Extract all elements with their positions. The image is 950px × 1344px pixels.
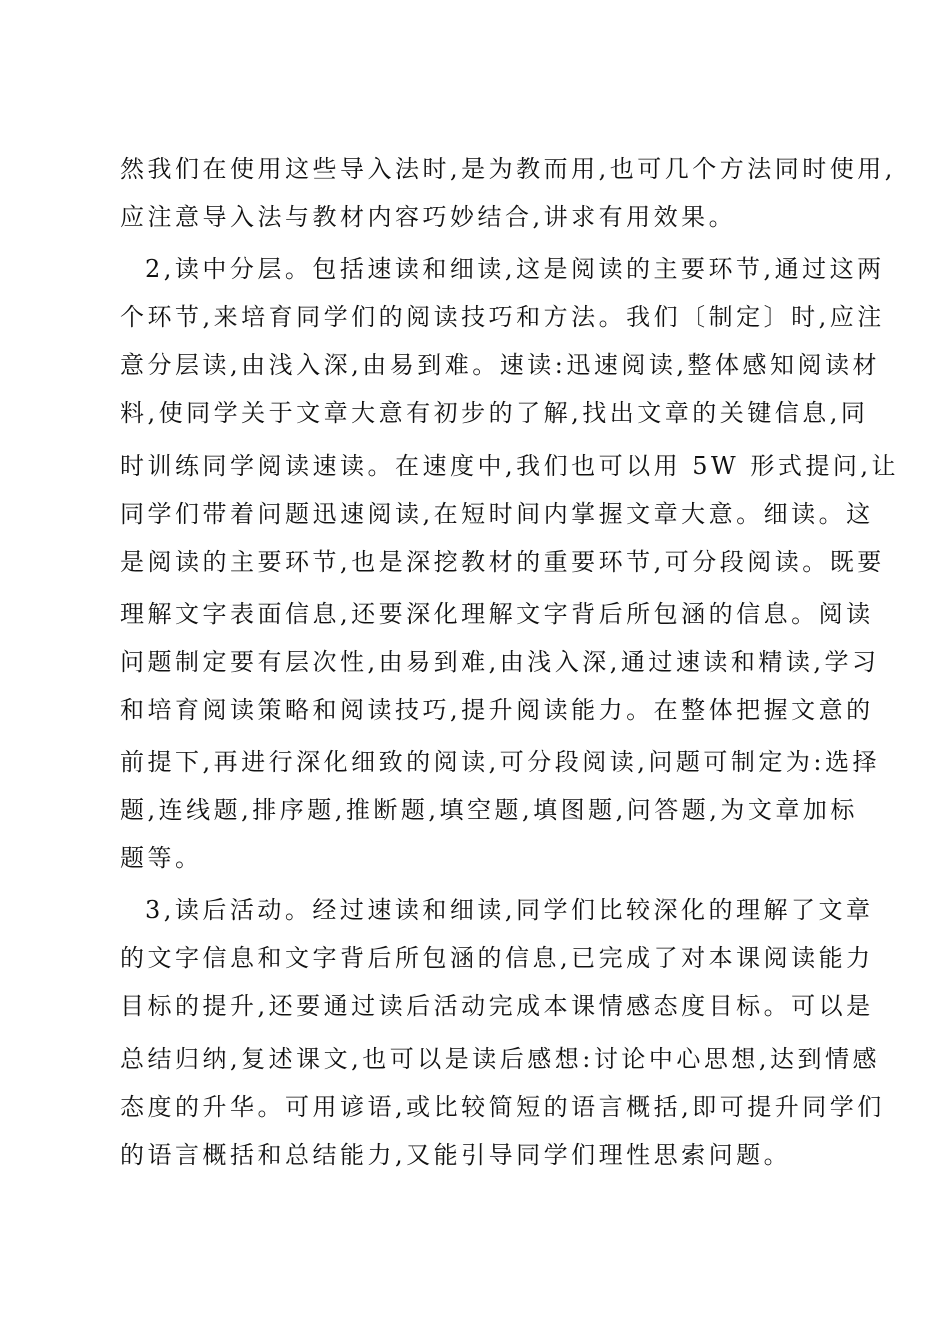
- text-line: 和培育阅读策略和阅读技巧,提升阅读能力。在整体把握文意的: [120, 696, 874, 724]
- text-line: 前提下,再进行深化细致的阅读,可分段阅读,问题可制定为:选择: [120, 748, 880, 776]
- text-line: 料,使同学关于文章大意有初步的了解,找出文章的关键信息,同: [120, 399, 869, 427]
- text-line: 应注意导入法与教材内容巧妙结合,讲求有用效果。: [120, 203, 737, 231]
- text-line: 的语言概括和总结能力,又能引导同学们理性思索问题。: [120, 1141, 792, 1169]
- text-line: 问题制定要有层次性,由易到难,由浅入深,通过速读和精读,学习: [120, 648, 880, 676]
- text-line: 目标的提升,还要通过读后活动完成本课情感态度目标。可以是: [120, 992, 874, 1020]
- text-line: 2,读中分层。包括速读和细读,这是阅读的主要环节,通过这两: [145, 255, 885, 283]
- text-line: 时训练同学阅读速读。在速度中,我们也可以用 5W 形式提问,让: [120, 452, 899, 480]
- text-line: 的文字信息和文字背后所包涵的信息,已完成了对本课阅读能力: [120, 944, 874, 972]
- text-line: 同学们带着问题迅速阅读,在短时间内掌握文章大意。细读。这: [120, 500, 874, 528]
- text-line: 题,连线题,排序题,推断题,填空题,填图题,问答题,为文章加标: [120, 796, 858, 824]
- text-line: 意分层读,由浅入深,由易到难。速读:迅速阅读,整体感知阅读材: [120, 351, 880, 379]
- text-line: 态度的升华。可用谚语,或比较简短的语言概括,即可提升同学们: [120, 1093, 885, 1121]
- text-line: 是阅读的主要环节,也是深挖教材的重要环节,可分段阅读。既要: [120, 548, 885, 576]
- text-line: 总结归纳,复述课文,也可以是读后感想:讨论中心思想,达到情感: [120, 1045, 880, 1073]
- text-line: 然我们在使用这些导入法时,是为教而用,也可几个方法同时使用,: [120, 155, 896, 183]
- text-line: 3,读后活动。经过速读和细读,同学们比较深化的理解了文章: [145, 896, 874, 924]
- text-line: 题等。: [120, 844, 203, 872]
- text-line: 个环节,来培育同学们的阅读技巧和方法。我们〔制定〕时,应注: [120, 303, 885, 331]
- text-line: 理解文字表面信息,还要深化理解文字背后所包涵的信息。阅读: [120, 600, 874, 628]
